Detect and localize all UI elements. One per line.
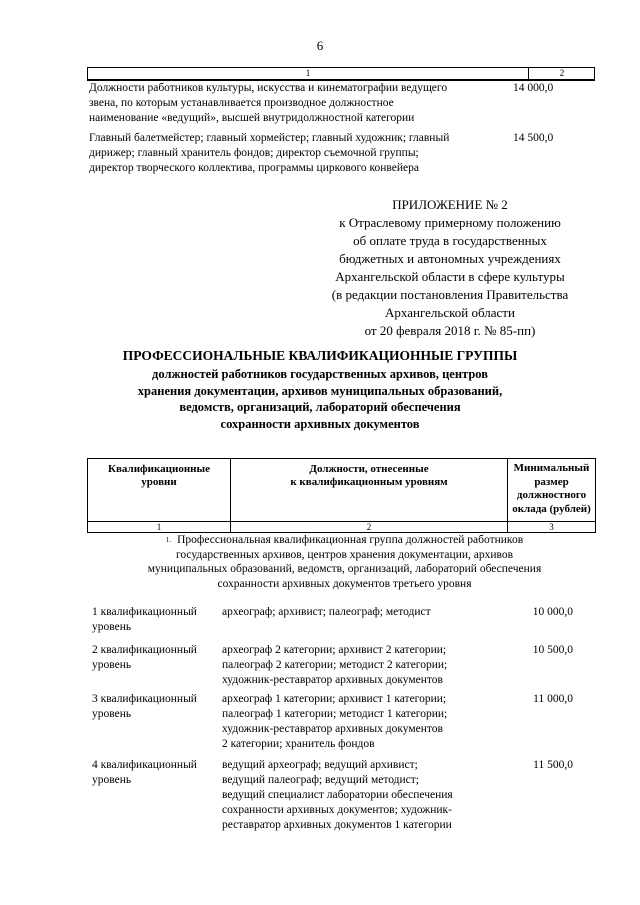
text-line: Должности работников культуры, искусства и кинематографии ведущего [89,82,448,94]
position-line: ведущий археограф; ведущий архивист; [222,759,418,771]
position-line: художник-реставратор архивных документов [222,674,443,686]
page-number: 6 [316,38,324,53]
level-line: уровень [92,708,132,720]
title-line: хранения документации, архивов муниципальных образований, [137,383,503,398]
group-line [92,533,597,548]
appendix-line: Архангельской области [385,305,515,320]
group-caption [92,533,597,591]
text-line: дирижер; главный хранитель фондов; директор съемочной группы; [89,147,419,159]
position-line: художник-реставратор архивных документов [222,723,443,735]
header-line: к квалификационным уровням [290,476,448,488]
header-line: Минимальный [513,462,590,474]
header-line: оклада (рублей) [512,502,591,515]
header-line: размер [534,475,569,488]
header-line: Квалификационные [108,463,210,475]
document-title [80,346,560,432]
positions-3 [222,692,512,752]
appendix-line: ПРИЛОЖЕНИЕ № 2 [392,197,508,212]
appendix-block [300,196,600,340]
level-line: 1 квалификационный [92,606,197,618]
position-line: 2 категории; хранитель фондов [222,738,375,750]
title-line: ведомств, организаций, лабораторий обеспечения [179,400,461,414]
text-line: наименование «ведущий», высшей внутридолжностной категории [89,112,415,124]
position-line: сохранности архивных документов; художник- [222,804,452,816]
position-line: археограф 2 категории; архивист 2 категории; [222,644,447,656]
group-line-text: Профессиональная квалификационная группа должностей работников [177,534,524,546]
header-salary [508,462,595,524]
level-3 [92,692,212,722]
group-line: государственных архивов, центров хранения документации, архивов [175,548,514,561]
positions-4 [222,758,512,833]
position-line: ведущий специалист лаборатории обеспечения [222,789,453,801]
top-table-row-2-value: 14 500,0 [513,132,554,144]
level-line: 3 квалификационный [92,693,197,705]
appendix-line: об оплате труда в государственных [353,233,547,248]
level-1 [92,605,212,635]
level-line: уровень [92,774,132,786]
appendix-line: (в редакции постановления Правительства [331,287,569,302]
top-table-col1-number: 1 [305,68,311,78]
salary-3: 11 000,0 [533,693,573,705]
main-table-header [87,458,596,533]
top-table-row-1-text [89,81,447,126]
header-positions [231,463,507,525]
text-line: директор творческого коллектива, программы циркового конвейера [89,162,419,174]
level-4 [92,758,212,788]
salary-1: 10 000,0 [532,606,573,618]
level-2 [92,643,212,673]
text-line: звена, по которым устанавливается производное должностное [89,97,394,109]
group-marker: 1. [165,536,172,545]
level-line: уровень [92,659,132,671]
top-table-row-1-value: 14 000,0 [513,82,554,94]
level-line: уровень [92,621,132,633]
group-line: сохранности архивных документов третьего уровня [217,577,472,590]
title-line: сохранности архивных документов [220,416,420,431]
appendix-line: от 20 февраля 2018 г. № 85-пп) [364,323,536,338]
appendix-line: бюджетных и автономных учреждениях [339,251,561,266]
header-line: должностного [516,489,587,501]
col-number-3: 3 [549,522,554,532]
col-number-2: 2 [366,522,372,532]
header-line: уровни [141,476,177,488]
position-line: реставратор архивных документов 1 категории [222,819,452,831]
salary-4: 11 500,0 [533,759,573,771]
positions-2 [222,643,512,688]
appendix-line: Архангельской области в сфере культуры [335,269,565,284]
position-line: ведущий палеограф; ведущий методист; [222,774,419,786]
header-line: Должности, отнесенные [309,463,429,475]
col-number-1: 1 [156,522,162,532]
group-line: муниципальных образований, ведомств, организаций, лабораторий обеспечения [147,563,542,576]
title-line: ПРОФЕССИОНАЛЬНЫЕ КВАЛИФИКАЦИОННЫЕ ГРУППЫ [122,348,518,363]
top-table-row-2-text [89,131,449,176]
position-line: палеограф 1 категории; методист 1 категории; [222,708,448,720]
positions-1 [222,605,512,620]
salary-2: 10 500,0 [532,644,573,656]
text-line: Главный балетмейстер; главный хормейстер; главный художник; главный [89,132,450,144]
level-line: 2 квалификационный [92,644,197,656]
level-line: 4 квалификационный [92,759,197,771]
header-levels [88,463,230,525]
position-line: археограф 1 категории; архивист 1 категории; [222,693,447,705]
title-line: должностей работников государственных архивов, центров [152,367,488,381]
top-table-col2-number: 2 [528,68,595,79]
appendix-line: к Отраслевому примерному положению [339,215,561,230]
top-table-header [87,67,595,81]
position-line: археограф; архивист; палеограф; методист [222,606,431,618]
position-line: палеограф 2 категории; методист 2 категории; [222,659,448,671]
